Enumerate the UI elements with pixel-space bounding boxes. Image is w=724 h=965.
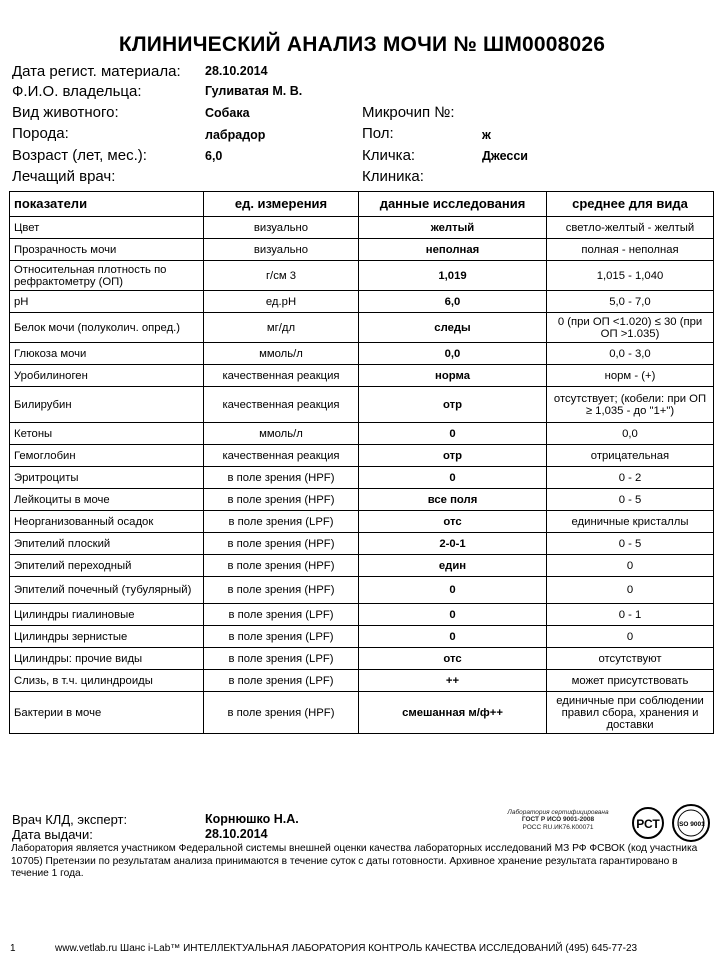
- row-indicator-name: Прозрачность мочи: [10, 239, 204, 261]
- species-label: Вид животного:: [12, 104, 119, 121]
- row-unit: ммоль/л: [204, 423, 359, 445]
- row-unit: в поле зрения (HPF): [204, 467, 359, 489]
- row-norm-value: 0: [547, 555, 714, 577]
- row-norm-value: 0: [547, 626, 714, 648]
- table-row: [10, 313, 714, 343]
- row-norm-value: 0,0: [547, 423, 714, 445]
- row-result-value: 0: [359, 577, 547, 604]
- row-norm-value: норм - (+): [547, 365, 714, 387]
- row-result-value: отр: [359, 445, 547, 467]
- row-indicator-name: Уробилиноген: [10, 365, 204, 387]
- row-indicator-name: Цвет: [10, 217, 204, 239]
- page-title: КЛИНИЧЕСКИЙ АНАЛИЗ МОЧИ № ШМ0008026: [118, 33, 606, 56]
- row-unit: в поле зрения (LPF): [204, 604, 359, 626]
- row-indicator-name: Глюкоза мочи: [10, 343, 204, 365]
- lab-info-line: www.vetlab.ru Шанс i-Lab™ ИНТЕЛЛЕКТУАЛЬНАЯ ЛАБОРАТОРИЯ КОНТРОЛЬ КАЧЕСТВА ИССЛЕДОВАНИЙ (495) 645-77-23: [55, 943, 638, 954]
- row-result-value: 0: [359, 423, 547, 445]
- row-norm-value: 1,015 - 1,040: [547, 261, 714, 291]
- row-indicator-name: Билирубин: [10, 387, 204, 423]
- row-indicator-name: Эпителий почечный (тубулярный): [10, 577, 204, 604]
- row-result-value: един: [359, 555, 547, 577]
- row-result-value: желтый: [359, 217, 547, 239]
- row-result-value: следы: [359, 313, 547, 343]
- row-norm-value: отсутствует; (кобели: при ОП ≥ 1,035 - до "1+"): [547, 387, 714, 423]
- row-norm-value: полная - неполная: [547, 239, 714, 261]
- row-unit: в поле зрения (HPF): [204, 489, 359, 511]
- row-norm-value: светло-желтый - желтый: [547, 217, 714, 239]
- row-unit: мг/дл: [204, 313, 359, 343]
- table-row: [10, 445, 714, 467]
- iso-logo-text: ISO 9001: [677, 821, 705, 828]
- row-indicator-name: Цилиндры гиалиновые: [10, 604, 204, 626]
- row-unit: качественная реакция: [204, 365, 359, 387]
- row-indicator-name: Цилиндры: прочие виды: [10, 648, 204, 670]
- row-unit: ммоль/л: [204, 343, 359, 365]
- expert-value: Корнюшко Н.А.: [205, 812, 299, 826]
- row-indicator-name: Эпителий переходный: [10, 555, 204, 577]
- row-result-value: 6,0: [359, 291, 547, 313]
- row-norm-value: 0,0 - 3,0: [547, 343, 714, 365]
- table-row: [10, 670, 714, 692]
- row-result-value: неполная: [359, 239, 547, 261]
- page-number: 1: [10, 943, 16, 954]
- row-indicator-name: Неорганизованный осадок: [10, 511, 204, 533]
- row-result-value: норма: [359, 365, 547, 387]
- cert-line-1: Лаборатория сертифицирована: [507, 809, 609, 816]
- table-row: [10, 577, 714, 604]
- row-unit: в поле зрения (LPF): [204, 648, 359, 670]
- row-unit: г/см 3: [204, 261, 359, 291]
- row-result-value: отс: [359, 648, 547, 670]
- iso-logo-icon: [670, 803, 712, 843]
- nickname-value: Джесси: [482, 149, 528, 163]
- table-row: [10, 467, 714, 489]
- cert-line-2: ГОСТ Р ИСО 9001-2008: [521, 816, 595, 824]
- row-result-value: 1,019: [359, 261, 547, 291]
- row-indicator-name: Кетоны: [10, 423, 204, 445]
- breed-label: Порода:: [12, 125, 69, 142]
- certification-text: [488, 809, 628, 831]
- row-indicator-name: Слизь, в т.ч. цилиндроиды: [10, 670, 204, 692]
- row-unit: визуально: [204, 217, 359, 239]
- row-result-value: отс: [359, 511, 547, 533]
- row-unit: в поле зрения (HPF): [204, 692, 359, 734]
- table-header-row: [10, 192, 714, 217]
- row-result-value: 0,0: [359, 343, 547, 365]
- owner-label: Ф.И.О. владельца:: [12, 83, 142, 100]
- row-result-value: ++: [359, 670, 547, 692]
- age-label: Возраст (лет, мес.):: [12, 147, 147, 164]
- row-unit: в поле зрения (LPF): [204, 626, 359, 648]
- table-row: [10, 626, 714, 648]
- row-norm-value: 0 - 5: [547, 489, 714, 511]
- bottom-line: [10, 943, 715, 954]
- age-value: 6,0: [205, 149, 223, 163]
- row-unit: качественная реакция: [204, 445, 359, 467]
- row-result-value: смешанная м/ф++: [359, 692, 547, 734]
- issue-date-value: 28.10.2014: [205, 827, 268, 841]
- row-unit: в поле зрения (HPF): [204, 577, 359, 604]
- reg-date-value: 28.10.2014: [205, 64, 268, 78]
- row-indicator-name: Бактерии в моче: [10, 692, 204, 734]
- table-row: [10, 343, 714, 365]
- row-norm-value: 0: [547, 577, 714, 604]
- row-indicator-name: Эритроциты: [10, 467, 204, 489]
- row-result-value: 0: [359, 626, 547, 648]
- owner-value: Гуливатая М. В.: [205, 84, 303, 98]
- row-norm-value: отрицательная: [547, 445, 714, 467]
- disclaimer-note: Лаборатория является участником Федеральной системы внешней оценки качества лабораторных исследований МЗ РФ ФСВОК (код участника 10705) Претензии по результатам анализа принимаются в течение суток с даты готовности. Архивное хранение результата гарантировано в течение 1 года.: [11, 843, 698, 879]
- microchip-label: Микрочип №:: [362, 104, 455, 121]
- breed-value: лабрадор: [205, 128, 266, 142]
- sex-value: ж: [482, 128, 491, 142]
- table-row: [10, 511, 714, 533]
- row-unit: в поле зрения (HPF): [204, 533, 359, 555]
- row-result-value: 0: [359, 467, 547, 489]
- cert-line-3: РОСС RU.ИК76.К00071: [522, 823, 594, 831]
- table-row: [10, 239, 714, 261]
- expert-label: Врач КЛД, эксперт:: [12, 812, 128, 827]
- row-norm-value: 0 (при ОП <1.020) ≤ 30 (при ОП >1.035): [547, 313, 714, 343]
- row-norm-value: единичные кристаллы: [547, 511, 714, 533]
- table-row: [10, 604, 714, 626]
- table-row: [10, 489, 714, 511]
- row-indicator-name: pH: [10, 291, 204, 313]
- table-row: [10, 387, 714, 423]
- row-indicator-name: Гемоглобин: [10, 445, 204, 467]
- row-norm-value: может присутствовать: [547, 670, 714, 692]
- row-norm-value: 0 - 2: [547, 467, 714, 489]
- row-result-value: 0: [359, 604, 547, 626]
- col-header-indicator: показатели: [10, 192, 204, 217]
- row-result-value: 2-0-1: [359, 533, 547, 555]
- row-indicator-name: Эпителий плоский: [10, 533, 204, 555]
- row-norm-value: единичные при соблюдении правил сбора, хранения и доставки: [547, 692, 714, 734]
- row-indicator-name: Относительная плотность по рефрактометру (ОП): [10, 261, 204, 291]
- reg-date-label: Дата регист. материала:: [12, 63, 181, 80]
- issue-date-label: Дата выдачи:: [12, 827, 93, 842]
- doctor-label: Лечащий врач:: [12, 168, 116, 185]
- row-norm-value: 5,0 - 7,0: [547, 291, 714, 313]
- table-row: [10, 533, 714, 555]
- col-header-result: данные исследования: [359, 192, 547, 217]
- table-row: [10, 692, 714, 734]
- row-unit: в поле зрения (HPF): [204, 555, 359, 577]
- row-norm-value: отсутствуют: [547, 648, 714, 670]
- table-row: [10, 555, 714, 577]
- results-table: [9, 191, 714, 734]
- row-unit: в поле зрения (LPF): [204, 511, 359, 533]
- row-indicator-name: Лейкоциты в моче: [10, 489, 204, 511]
- species-value: Собака: [205, 106, 250, 120]
- table-row: [10, 261, 714, 291]
- row-result-value: отр: [359, 387, 547, 423]
- row-unit: качественная реакция: [204, 387, 359, 423]
- row-norm-value: 0 - 1: [547, 604, 714, 626]
- col-header-unit: ед. измерения: [204, 192, 359, 217]
- clinic-label: Клиника:: [362, 168, 424, 185]
- row-unit: визуально: [204, 239, 359, 261]
- table-row: [10, 365, 714, 387]
- row-unit: ед.pH: [204, 291, 359, 313]
- row-unit: в поле зрения (LPF): [204, 670, 359, 692]
- row-indicator-name: Цилиндры зернистые: [10, 626, 204, 648]
- table-row: [10, 217, 714, 239]
- pct-logo-icon: [628, 806, 668, 840]
- table-row: [10, 423, 714, 445]
- col-header-norm: среднее для вида: [547, 192, 714, 217]
- row-indicator-name: Белок мочи (полуколич. опред.): [10, 313, 204, 343]
- sex-label: Пол:: [362, 125, 394, 142]
- nickname-label: Кличка:: [362, 147, 416, 164]
- table-row: [10, 648, 714, 670]
- table-row: [10, 291, 714, 313]
- row-result-value: все поля: [359, 489, 547, 511]
- pct-logo-text: РСТ: [636, 817, 660, 831]
- row-norm-value: 0 - 5: [547, 533, 714, 555]
